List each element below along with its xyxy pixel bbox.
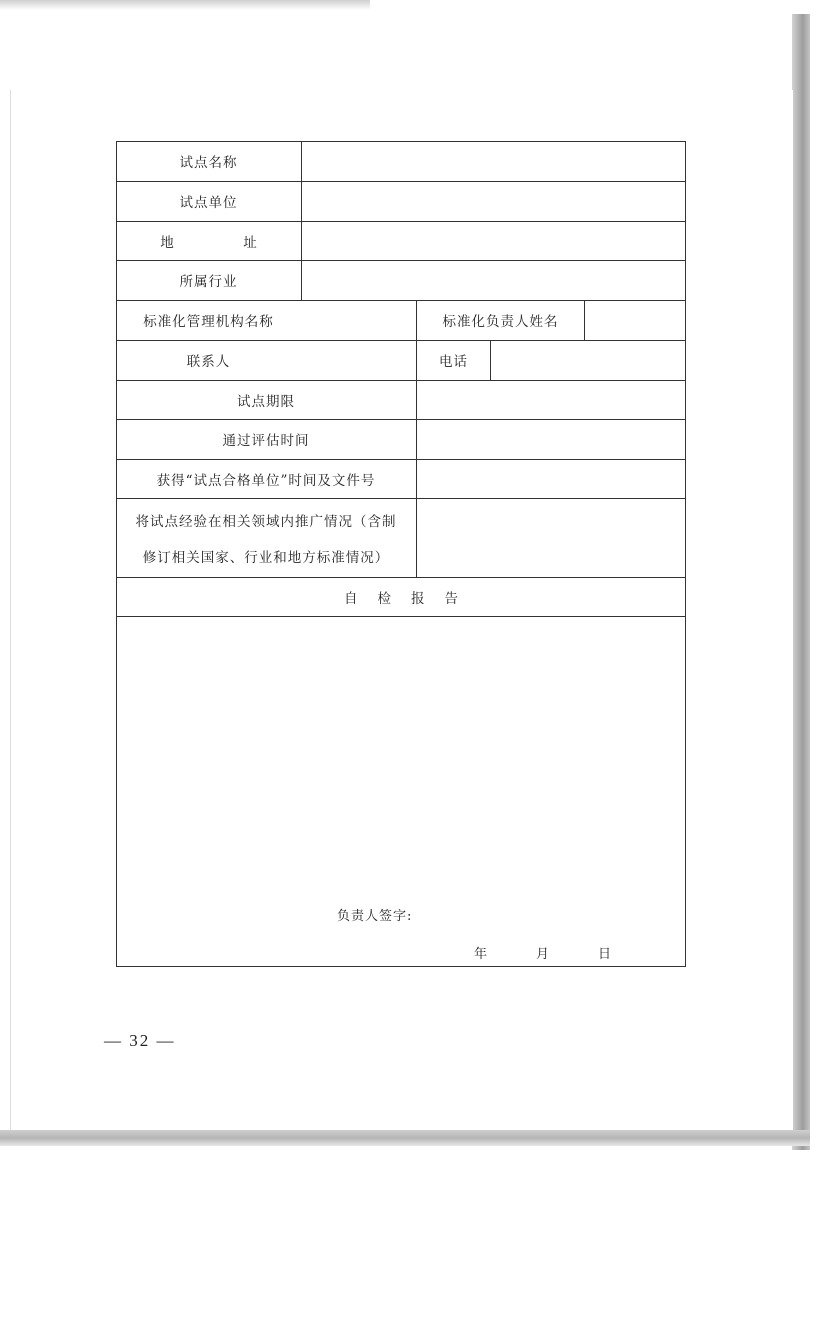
address-label: 地 址: [160, 234, 285, 251]
qualified-unit-label: 获得“试点合格单位”时间及文件号: [156, 472, 376, 489]
period-field[interactable]: [417, 381, 684, 418]
phone-label: 电话: [439, 354, 468, 370]
year-label: 年: [474, 947, 489, 962]
pilot-unit-field[interactable]: [302, 182, 684, 220]
form-border-right: [685, 141, 686, 967]
std-org-label: 标准化管理机构名称: [143, 314, 274, 330]
std-org-field[interactable]: [302, 301, 415, 339]
scan-shadow-bottom: [0, 1130, 810, 1146]
address-field[interactable]: [302, 222, 684, 259]
eval-time-label: 通过评估时间: [222, 433, 310, 449]
pilot-evaluation-form: [116, 141, 686, 967]
contact-field[interactable]: [302, 341, 415, 379]
pilot-name-field[interactable]: [302, 142, 684, 180]
self-check-report-title: 自检报告: [344, 590, 478, 607]
self-check-report-body[interactable]: [117, 617, 685, 907]
scan-edge-top: [0, 0, 370, 10]
std-head-field[interactable]: [585, 301, 684, 339]
promotion-field[interactable]: [417, 499, 684, 576]
form-border-bottom: [116, 966, 686, 967]
pilot-unit-label: 试点单位: [179, 195, 238, 211]
promotion-label-line2: 修订相关国家、行业和地方标准情况）: [142, 550, 390, 566]
std-head-label: 标准化负责人姓名: [442, 314, 559, 330]
page-number: — 32 —: [104, 1031, 176, 1050]
industry-label: 所属行业: [179, 274, 238, 290]
day-label: 日: [598, 947, 613, 962]
pilot-name-label: 试点名称: [179, 155, 238, 171]
qualified-unit-field[interactable]: [417, 460, 684, 497]
month-label: 月: [536, 947, 551, 962]
contact-label: 联系人: [186, 354, 231, 370]
promotion-label-line1: 将试点经验在相关领域内推广情况（含制: [135, 514, 397, 530]
period-label: 试点期限: [237, 393, 295, 410]
industry-field[interactable]: [302, 261, 684, 299]
eval-time-field[interactable]: [417, 420, 684, 458]
scan-shadow-right: [792, 14, 810, 1150]
phone-field[interactable]: [491, 341, 684, 379]
signature-label: 负责人签字:: [337, 909, 413, 924]
